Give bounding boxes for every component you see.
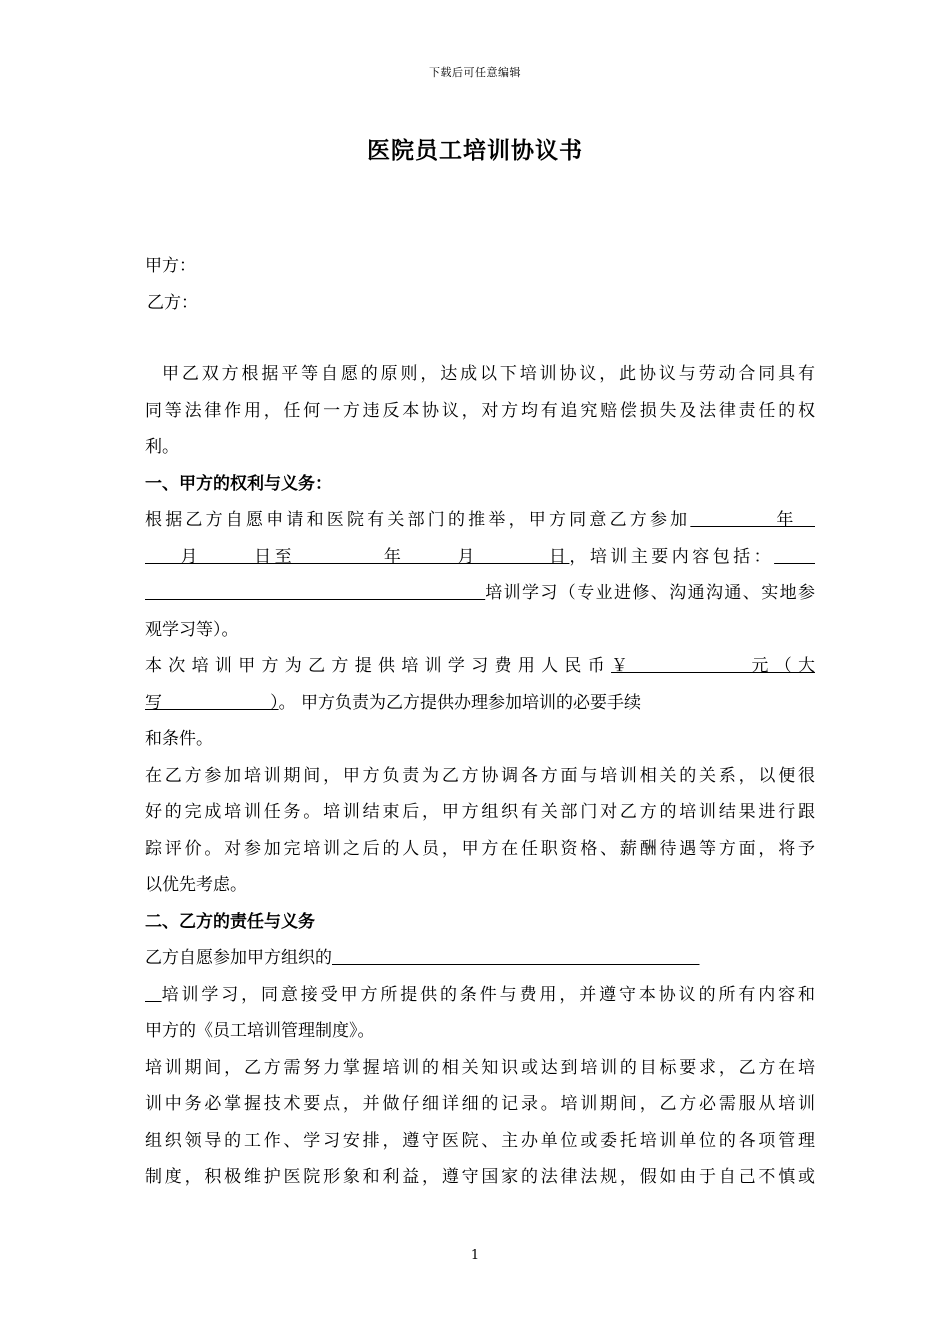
paragraph-line: 制度，积极维护医院形象和利益，遵守国家的法律法规，假如由于自己不慎或 bbox=[145, 1167, 815, 1187]
paragraph-line: 踪评价。对参加完培训之后的人员，甲方在任职资格、薪酬待遇等方面，将予 bbox=[145, 838, 815, 859]
paragraph-line bbox=[145, 940, 815, 977]
amount-words-blank: 写 ） bbox=[145, 692, 279, 713]
training-blank bbox=[332, 948, 699, 968]
paragraph-line: 在乙方参加培训期间，甲方负责为乙方协调各方面与培训相关的关系，以便很 bbox=[145, 765, 815, 786]
content-blank bbox=[145, 583, 485, 603]
content-blank bbox=[774, 547, 815, 567]
text-run: ，培训主要内容包括： bbox=[569, 546, 775, 567]
paragraph-line: 以优先考虑。 bbox=[145, 875, 247, 895]
intro-line: 利。 bbox=[145, 437, 179, 457]
section1-paragraph-2 bbox=[145, 648, 815, 758]
paragraph-line bbox=[145, 977, 815, 1014]
paragraph-line bbox=[145, 648, 815, 685]
paragraph-line bbox=[145, 575, 815, 612]
paragraph-line: 培训期间，乙方需努力掌握培训的相关知识或达到培训的目标要求，乙方在培 bbox=[145, 1057, 815, 1078]
text-run: 。 甲方负责为乙方提供办理参加培训的必要手续 bbox=[278, 692, 641, 713]
page-number: 1 bbox=[470, 1248, 480, 1263]
text-run: 乙方自愿参加甲方组织的 bbox=[145, 948, 332, 968]
section1-heading: 一、甲方的权利与义务： bbox=[145, 473, 332, 494]
text-run: 培训学习，同意接受甲方所提供的条件与费用，并遵守本协议的所有内容和 bbox=[161, 984, 815, 1005]
intro-line: 同等法律作用，任何一方违反本协议，对方均有追究赔偿损失及法律责任的权 bbox=[145, 400, 815, 421]
text-run: 根据乙方自愿申请和医院有关部门的推举，甲方同意乙方参加 bbox=[145, 510, 691, 530]
page-header: 下载后可任意编辑 bbox=[429, 66, 521, 79]
paragraph-line bbox=[145, 685, 815, 722]
text-run: 培训学习（专业进修、沟通沟通、实地参 bbox=[485, 583, 815, 603]
amount-blank: ￥ 元（大 bbox=[611, 656, 815, 676]
paragraph-line: 好的完成培训任务。培训结束后，甲方组织有关部门对乙方的培训结果进行跟 bbox=[145, 802, 815, 822]
paragraph-line: 观学习等）。 bbox=[145, 619, 239, 640]
document-body bbox=[145, 248, 815, 1196]
spacer bbox=[145, 321, 815, 356]
section1-paragraph-1 bbox=[145, 502, 815, 648]
section2-heading: 二、乙方的责任与义务 bbox=[145, 911, 315, 932]
intro-line: 甲乙双方根据平等自愿的原则，达成以下培训协议，此协议与劳动合同具有 bbox=[162, 364, 815, 384]
text-run: 本次培训甲方为乙方提供培训学习费用人民币 bbox=[145, 656, 612, 676]
paragraph-line: 甲方的《员工培训管理制度》。 bbox=[145, 1021, 375, 1041]
paragraph-line: 训中务必掌握技术要点，并做仔细详细的记录。培训期间，乙方必需服从培训 bbox=[145, 1094, 815, 1114]
date-blank: 年 bbox=[690, 510, 815, 530]
section2-paragraph-2 bbox=[145, 1050, 815, 1196]
paragraph-line: 组织领导的工作、学习安排，遵守医院、主办单位或委托培训单位的各项管理 bbox=[145, 1130, 815, 1151]
training-blank bbox=[145, 985, 162, 1005]
paragraph-line bbox=[145, 502, 815, 539]
paragraph-line: 和条件。 bbox=[145, 729, 213, 749]
section2-paragraph-1 bbox=[145, 940, 815, 1050]
paragraph-line bbox=[145, 539, 815, 576]
party-a-label: 甲方： bbox=[145, 256, 196, 276]
date-blank: 月 日至 年 月 日 bbox=[145, 546, 570, 567]
party-b-label: 乙方： bbox=[147, 292, 198, 313]
section1-paragraph-3 bbox=[145, 758, 815, 904]
document-title: 医院员工培训协议书 bbox=[367, 137, 583, 164]
intro-paragraph bbox=[145, 356, 815, 466]
